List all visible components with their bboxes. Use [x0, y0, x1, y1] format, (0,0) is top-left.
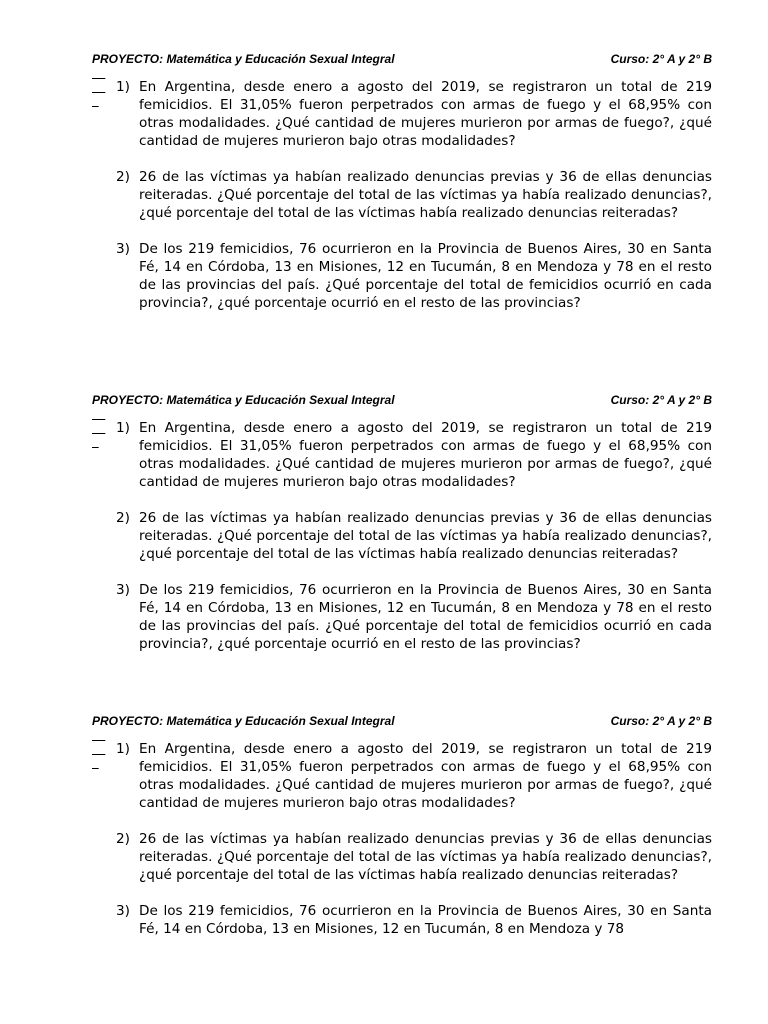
project-title: PROYECTO: Matemática y Educación Sexual Integral [92, 52, 395, 66]
course-label: Curso: 2° A y 2° B [610, 714, 712, 728]
question-item [92, 78, 712, 150]
section-header [92, 714, 712, 728]
worksheet-section-3 [92, 714, 712, 956]
question-number: 2) [116, 510, 130, 526]
question-number: 3) [116, 903, 130, 919]
course-label: Curso: 2° A y 2° B [610, 52, 712, 66]
question-text: En Argentina, desde enero a agosto del 2019, se registraron un total de 219 femicidios. El 31,05% fueron perpetrados con armas de fuego y el 68,95% con otras modalidades. ¿Qué cantidad de mujeres murieron por armas de fuego?, ¿qué cantidad de mujeres murieron bajo otras modalidades? [139, 420, 712, 490]
question-number: 1) [116, 420, 130, 436]
question-item [92, 902, 712, 938]
question-item [92, 509, 712, 563]
question-text: De los 219 femicidios, 76 ocurrieron en la Provincia de Buenos Aires, 30 en Santa Fé, 14 en Córdoba, 13 en Misiones, 12 en Tucumán, 8 en Mendoza y 78 en el resto de las provincias del país. ¿Qué porcentaje del total de femicidios ocurrió en cada provincia?, ¿qué porcentaje ocurrió en el resto de las provincias? [139, 582, 712, 652]
question-item [92, 168, 712, 222]
worksheet-section-1 [92, 52, 712, 330]
question-text: De los 219 femicidios, 76 ocurrieron en la Provincia de Buenos Aires, 30 en Santa Fé, 14 en Córdoba, 13 en Misiones, 12 en Tucumán, 8 en Mendoza y 78 [139, 903, 712, 937]
question-number: 2) [116, 169, 130, 185]
worksheet-section-2 [92, 393, 712, 671]
question-list [92, 419, 712, 653]
question-item [92, 830, 712, 884]
question-number: 1) [116, 79, 130, 95]
question-number: 3) [116, 241, 130, 257]
project-title: PROYECTO: Matemática y Educación Sexual Integral [92, 393, 395, 407]
question-number: 1) [116, 741, 130, 757]
question-item [92, 740, 712, 812]
question-text: 26 de las víctimas ya habían realizado denuncias previas y 36 de ellas denuncias reiteradas. ¿Qué porcentaje del total de las víctimas ya había realizado denuncias?, ¿qué porcentaje del total de las víctimas había realizado denuncias reiteradas? [139, 831, 712, 883]
question-list [92, 740, 712, 938]
section-header [92, 52, 712, 66]
question-number: 3) [116, 582, 130, 598]
question-text: En Argentina, desde enero a agosto del 2019, se registraron un total de 219 femicidios. El 31,05% fueron perpetrados con armas de fuego y el 68,95% con otras modalidades. ¿Qué cantidad de mujeres murieron por armas de fuego?, ¿qué cantidad de mujeres murieron bajo otras modalidades? [139, 741, 712, 811]
project-title: PROYECTO: Matemática y Educación Sexual Integral [92, 714, 395, 728]
question-item [92, 419, 712, 491]
question-text: En Argentina, desde enero a agosto del 2019, se registraron un total de 219 femicidios. El 31,05% fueron perpetrados con armas de fuego y el 68,95% con otras modalidades. ¿Qué cantidad de mujeres murieron por armas de fuego?, ¿qué cantidad de mujeres murieron bajo otras modalidades? [139, 79, 712, 149]
question-item [92, 581, 712, 653]
question-number: 2) [116, 831, 130, 847]
question-item [92, 240, 712, 312]
question-text: De los 219 femicidios, 76 ocurrieron en la Provincia de Buenos Aires, 30 en Santa Fé, 14 en Córdoba, 13 en Misiones, 12 en Tucumán, 8 en Mendoza y 78 en el resto de las provincias del país. ¿Qué porcentaje del total de femicidios ocurrió en cada provincia?, ¿qué porcentaje ocurrió en el resto de las provincias? [139, 241, 712, 311]
course-label: Curso: 2° A y 2° B [610, 393, 712, 407]
question-text: 26 de las víctimas ya habían realizado denuncias previas y 36 de ellas denuncias reiteradas. ¿Qué porcentaje del total de las víctimas ya había realizado denuncias?, ¿qué porcentaje del total de las víctimas había realizado denuncias reiteradas? [139, 169, 712, 221]
section-header [92, 393, 712, 407]
question-text: 26 de las víctimas ya habían realizado denuncias previas y 36 de ellas denuncias reiteradas. ¿Qué porcentaje del total de las víctimas ya había realizado denuncias?, ¿qué porcentaje del total de las víctimas había realizado denuncias reiteradas? [139, 510, 712, 562]
question-list [92, 78, 712, 312]
